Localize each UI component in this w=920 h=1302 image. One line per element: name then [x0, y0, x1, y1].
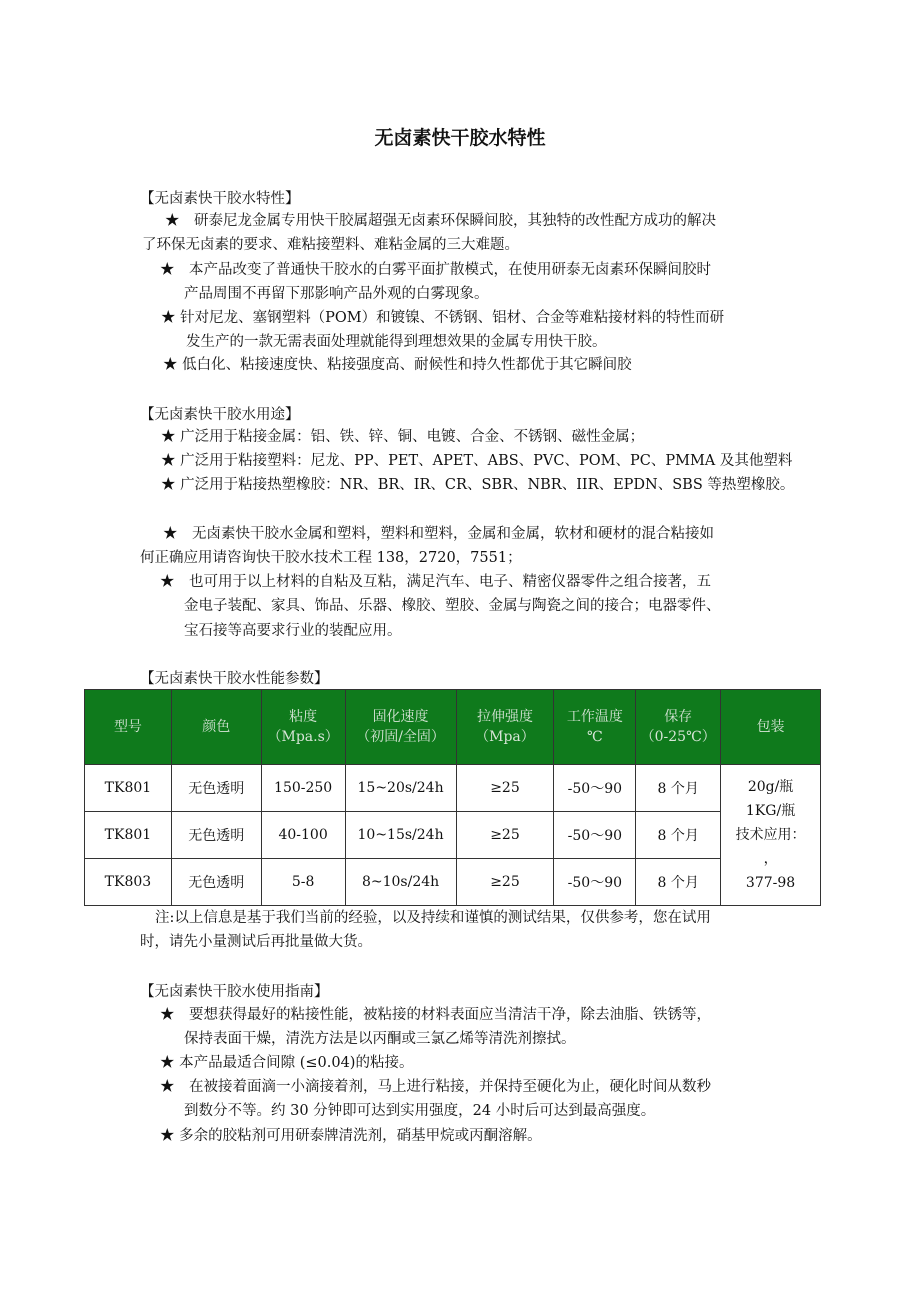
header-model: 型号	[85, 690, 172, 765]
cell-tensile: ≥25	[456, 812, 554, 859]
section-heading-features: 【无卤素快干胶水特性】	[140, 191, 300, 207]
header-packaging: 包装	[721, 690, 821, 765]
section-heading-uses: 【无卤素快干胶水用途】	[140, 407, 300, 423]
header-storage-unit: （0-25℃）	[640, 729, 716, 745]
feature-bullet-3-line-1: ★ 针对尼龙、塞钢塑料（POM）和镀镍、不锈钢、铝材、合金等难粘接材料的特性而研	[161, 310, 725, 326]
cell-color: 无色透明	[171, 765, 261, 812]
use-bullet-5-line-2: 金电子装配、家具、饰品、乐器、橡胶、塑胶、金属与陶瓷之间的接合；电器零件、	[184, 598, 721, 614]
header-storage-label: 保存	[664, 709, 693, 725]
cell-color: 无色透明	[171, 859, 261, 906]
header-storage	[636, 690, 721, 765]
page-title: 无卤素快干胶水特性	[374, 127, 546, 149]
guide-bullet-4: ★ 多余的胶粘剂可用研泰牌清洗剂，硝基甲烷或丙酮溶解。	[160, 1128, 542, 1144]
cell-cure: 10~15s/24h	[345, 812, 456, 859]
header-temp-unit: ℃	[587, 729, 603, 745]
table-note-line-1: 注:以上信息是基于我们当前的经验，以及持续和谨慎的测试结果，仅供参考，您在试用	[155, 910, 711, 926]
header-cure-unit: （初固/全固）	[356, 729, 445, 745]
header-viscosity-label: 粘度	[289, 709, 318, 725]
cell-tensile: ≥25	[456, 859, 554, 906]
feature-bullet-3-line-2: 发生产的一款无需表面处理就能得到理想效果的金属专用快干胶。	[186, 334, 607, 350]
cell-storage: 8 个月	[636, 765, 721, 812]
cell-viscosity: 5-8	[261, 859, 345, 906]
cell-model: TK801	[85, 812, 172, 859]
cell-storage: 8 个月	[636, 812, 721, 859]
cell-packaging	[721, 765, 821, 906]
header-viscosity	[261, 690, 345, 765]
packaging-line: 1KG/瓶	[745, 803, 796, 819]
guide-bullet-3-line-2: 到数分不等。约 30 分钟即可达到实用强度，24 小时后可达到最高强度。	[184, 1103, 656, 1119]
section-heading-specs: 【无卤素快干胶水性能参数】	[140, 671, 329, 687]
use-bullet-5-line-1: ★ 也可用于以上材料的自粘及互粘，满足汽车、电子、精密仪器零件之组合接著，五	[160, 574, 711, 590]
feature-bullet-4: ★ 低白化、粘接速度快、粘接强度高、耐候性和持久性都优于其它瞬间胶	[163, 357, 632, 373]
feature-bullet-1-line-2: 了环保无卤素的要求、难粘接塑料、难粘金属的三大难题。	[142, 237, 519, 253]
feature-bullet-2-line-1: ★ 本产品改变了普通快干胶水的白雾平面扩散模式，在使用研泰无卤素环保瞬间胶时	[160, 262, 711, 278]
packaging-line: 377-98	[745, 875, 796, 891]
header-cure-speed	[345, 690, 456, 765]
cell-storage: 8 个月	[636, 859, 721, 906]
packaging-line: ，	[763, 851, 778, 867]
table-row	[85, 765, 821, 812]
table-note-line-2: 时，请先小量测试后再批量做大货。	[140, 934, 372, 950]
cell-temp: -50～90	[554, 812, 636, 859]
guide-bullet-3-line-1: ★ 在被接着面滴一小滴接着剂，马上进行粘接，并保持至硬化为止，硬化时间从数秒	[160, 1079, 711, 1095]
packaging-line: 技术应用：	[735, 827, 806, 843]
cell-tensile: ≥25	[456, 765, 554, 812]
header-temperature	[554, 690, 636, 765]
use-bullet-3: ★ 广泛用于粘接热塑橡胶：NR、BR、IR、CR、SBR、NBR、IIR、EPDN、SBS 等热塑橡胶。	[161, 477, 795, 493]
table-row	[85, 812, 821, 859]
guide-bullet-2: ★ 本产品最适合间隙 (≤0.04)的粘接。	[160, 1055, 414, 1071]
cell-temp: -50～90	[554, 765, 636, 812]
guide-bullet-1-line-2: 保持表面干燥，清洗方法是以丙酮或三氯乙烯等清洗剂擦拭。	[184, 1031, 576, 1047]
header-color: 颜色	[171, 690, 261, 765]
header-cure-label: 固化速度	[372, 709, 429, 725]
feature-bullet-1-line-1: ★ 研泰尼龙金属专用快干胶属超强无卤素环保瞬间胶，其独特的改性配方成功的解决	[165, 213, 716, 229]
cell-model: TK801	[85, 765, 172, 812]
use-bullet-1: ★ 广泛用于粘接金属：铝、铁、锌、铜、电镀、合金、不锈钢、磁性金属；	[161, 429, 645, 445]
header-temp-label: 工作温度	[566, 709, 623, 725]
header-tensile-label: 拉伸强度	[476, 709, 533, 725]
feature-bullet-2-line-2: 产品周围不再留下那影响产品外观的白雾现象。	[184, 286, 489, 302]
cell-cure: 8~10s/24h	[345, 859, 456, 906]
cell-cure: 15~20s/24h	[345, 765, 456, 812]
cell-temp: -50～90	[554, 859, 636, 906]
spec-header-row	[85, 690, 821, 765]
use-bullet-5-line-3: 宝石接等高要求行业的装配应用。	[184, 623, 402, 639]
table-row	[85, 859, 821, 906]
use-bullet-2: ★ 广泛用于粘接塑料：尼龙、PP、PET、APET、ABS、PVC、POM、PC、PMMA 及其他塑料	[161, 453, 793, 469]
header-viscosity-unit: （Mpa.s）	[267, 729, 339, 745]
header-tensile	[456, 690, 554, 765]
guide-bullet-1-line-1: ★ 要想获得最好的粘接性能，被粘接的材料表面应当清洁干净，除去油脂、铁锈等，	[160, 1007, 711, 1023]
packaging-line: 20g/瓶	[747, 779, 794, 795]
use-bullet-4-line-2: 何正确应用请咨询快干胶水技术工程 138，2720，7551；	[140, 550, 522, 566]
cell-viscosity: 40-100	[261, 812, 345, 859]
cell-viscosity: 150-250	[261, 765, 345, 812]
cell-color: 无色透明	[171, 812, 261, 859]
spec-table	[84, 689, 821, 906]
use-bullet-4-line-1: ★ 无卤素快干胶水金属和塑料，塑料和塑料，金属和金属，软材和硬材的混合粘接如	[163, 526, 714, 542]
cell-model: TK803	[85, 859, 172, 906]
section-heading-guide: 【无卤素快干胶水使用指南】	[140, 984, 329, 1000]
header-tensile-unit: （Mpa）	[475, 729, 535, 745]
